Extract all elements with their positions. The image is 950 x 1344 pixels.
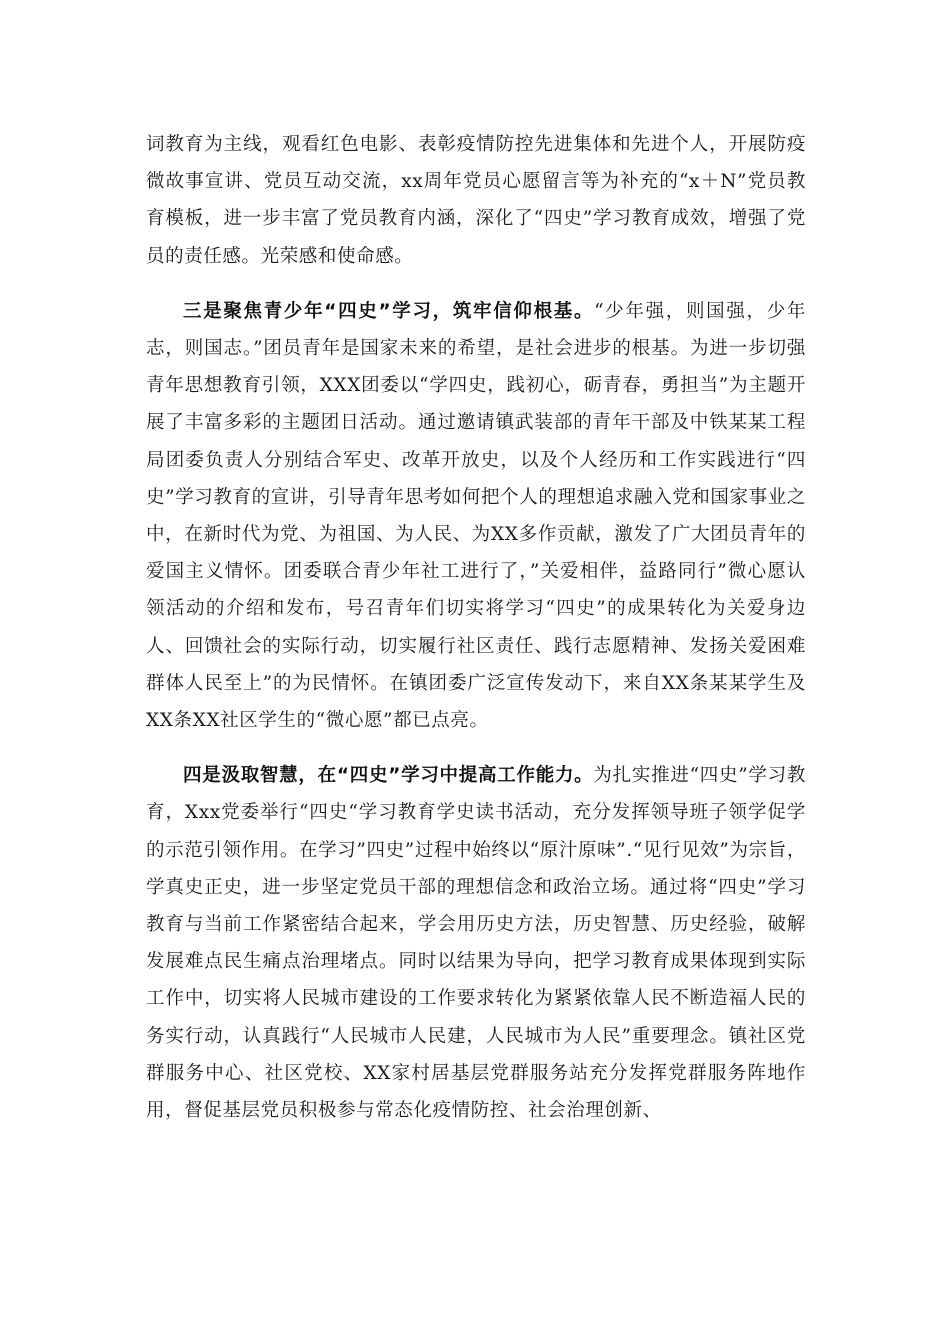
paragraph-youth-history-study [146, 293, 806, 739]
paragraph-continuation [146, 126, 806, 275]
paragraph-work-capability [146, 757, 806, 1129]
paragraph-text: “少年强，则国强，少年志，则国志。”团员青年是国家未来的希望，是社会进步的根基。为进一步切强青年思想教育引领，XXX团委以“学四史，践初心，砺青春，勇担当”为主题开展了丰富多彩的主题团日活动。通过邀请镇武装部的青年干部及中铁某某工程局团委负责人分别结合军史、改革开放史，以及个人经历和工作实践进行“四史”学习教育的宣讲，引导青年思考如何把个人的理想追求融入党和国家事业之中，在新时代为党、为祖国、为人民、为XX多作贡献，激发了广大团员青年的爱国主义情怀。团委联合青少年社工进行了，”关爱相伴，益路同行”微心愿认领活动的介绍和发布，号召青年们切实将学习“四史”的成果转化为关爱身边人、回馈社会的实际行动，切实履行社区责任、践行志愿精神、发扬关爱困难群体人民至上”的为民情怀。在镇团委广泛宣传发动下，来自XX条某某学生及XX条XX社区学生的“微心愿”都已点亮。 [146, 300, 806, 732]
paragraph-text: 词教育为主线，观看红色电影、表彰疫情防控先进集体和先进个人，开展防疫微故事宣讲、党员互动交流，xx周年党员心愿留言等为补充的“x＋N”党员教育模板，进一步丰富了党员教育内涵，深化了“四史”学习教育成效，增强了党员的责任感。光荣感和使命感。 [146, 134, 806, 267]
paragraph-lead-heading: 四是汲取智慧，在“四史”学习中提高工作能力。 [183, 765, 594, 787]
paragraph-text: 为扎实推进“四史”学习教育，Xxx党委举行“四史“学习教育学史读书活动，充分发挥领导班子领学促学的示范引领作用。在学习”四史”过程中始终以“原汁原味”.“见行见效”为宗旨，学真史正史，进一步坚定党员干部的理想信念和政治立场。通过将“四史”学习教育与当前工作紧密结合起来，学会用历史方法，历史智慧、历史经验，破解发展难点民生痛点治理堵点。同时以结果为导向，把学习教育成果体现到实际工作中，切实将人民城市建设的工作要求转化为紧紧依靠人民不断造福人民的务实行动，认真践行“人民城市人民建，人民城市为人民”重要理念。镇社区党群服务中心、社区党校、XX家村居基层党群服务站充分发挥党群服务阵地作用，督促基层党员积极参与常态化疫情防控、社会治理创新、 [146, 765, 806, 1122]
paragraph-lead-heading: 三是聚焦青少年“四史”学习，筑牢信仰根基。 [183, 300, 595, 322]
document-body [146, 126, 806, 1129]
